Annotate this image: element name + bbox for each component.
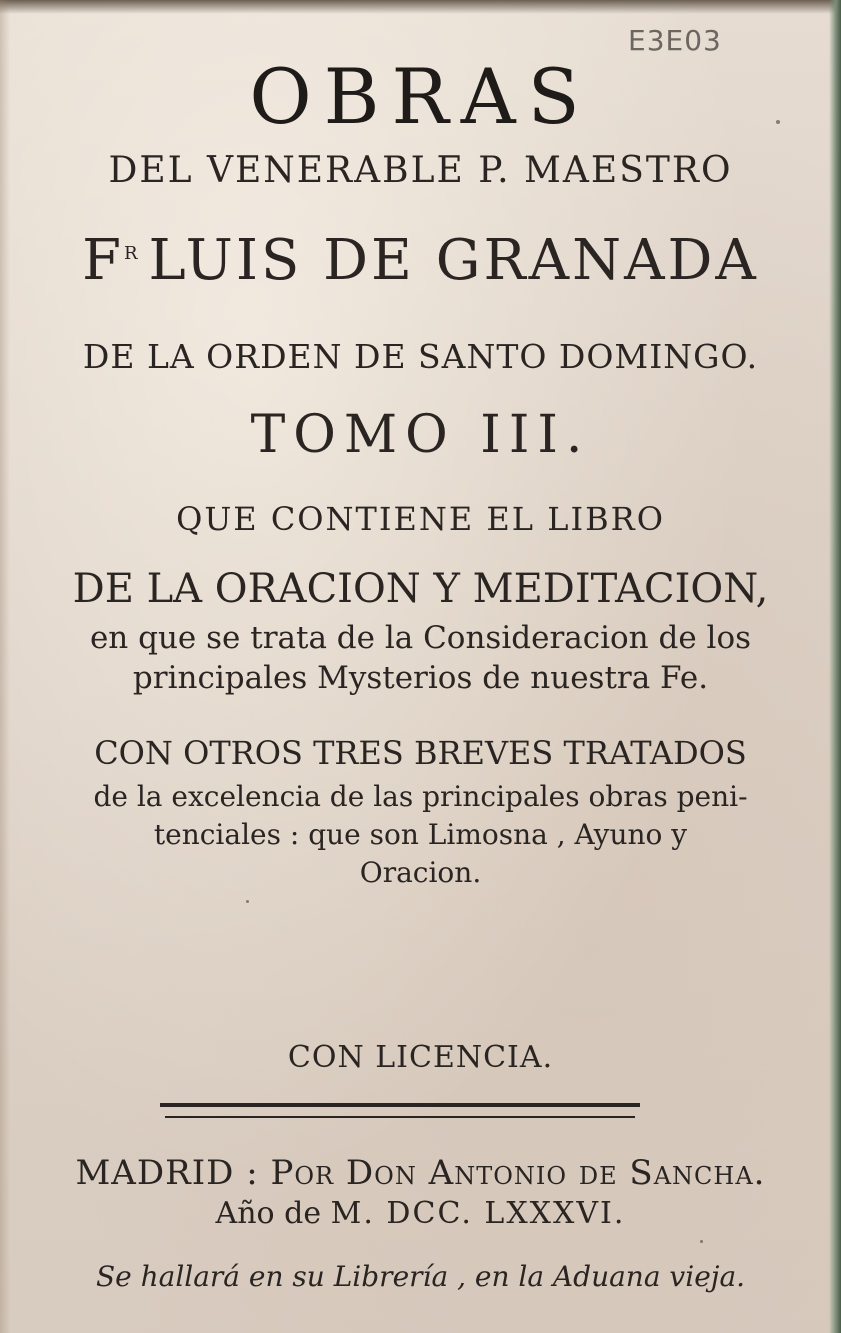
double-rule-thick [160, 1103, 640, 1107]
treatises-line-2: tenciales : que son Limosna , Ayuno y [153, 818, 688, 851]
double-rule-thin [165, 1116, 635, 1118]
year-line [0, 1196, 841, 1231]
imprint-city: MADRID : [75, 1153, 259, 1193]
treatises-line-3: Oracion. [359, 856, 482, 889]
ink-speck [246, 900, 249, 903]
year-numeral: M. DCC. LXXXVI. [330, 1196, 626, 1231]
ink-speck [700, 1240, 703, 1243]
author-prefix-sup: R [123, 243, 141, 265]
other-treatises-heading: CON OTROS TRES BREVES TRATADOS [94, 734, 747, 772]
author-line [0, 228, 841, 293]
book-title: DE LA ORACION Y MEDITACION, [72, 566, 769, 612]
author-prefix: $F^R$ [82, 228, 141, 293]
contents-intro: QUE CONTIENE EL LIBRO [176, 500, 665, 538]
shelfmark: E3E03 [628, 24, 722, 57]
bookseller-line: Se hallará en su Librería , en la Aduana vieja. [95, 1260, 746, 1293]
description-line-1: en que se trata de la Consideracion de los [89, 620, 752, 656]
description-line-2: principales Mysterios de nuestra Fe. [132, 660, 709, 696]
year-prefix: Año de [215, 1196, 322, 1231]
page-top-edge [0, 0, 841, 14]
title-venerable: DEL VENERABLE P. MAESTRO [108, 150, 733, 191]
order-line: DE LA ORDEN DE SANTO DOMINGO. [82, 337, 759, 376]
author-name: LUIS DE GRANADA [148, 228, 759, 293]
license-line: CON LICENCIA. [287, 1040, 554, 1075]
imprint-line [0, 1153, 841, 1193]
treatises-line-1: de la excelencia de las principales obras peni- [93, 780, 748, 813]
imprint-printer: Por Don Antonio de Sancha. [270, 1153, 766, 1193]
title-obras: OBRAS [249, 52, 592, 141]
ink-speck [776, 120, 780, 124]
volume-line: TOMO III. [250, 405, 591, 465]
